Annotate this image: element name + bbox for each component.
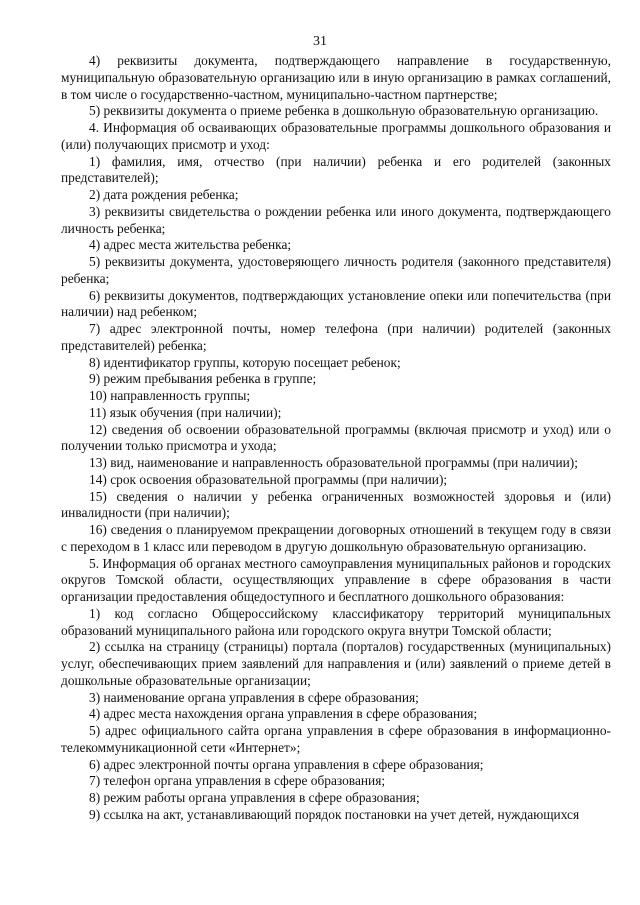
paragraph-item-14-program-term: 14) срок освоения образовательной программы (при наличии); (89, 471, 448, 487)
paragraph-item-9-registration-act: 9) ссылка на акт, устанавливающий порядок постановки на учет детей, нуждающихся (89, 806, 580, 822)
paragraph-item-2-birth-date: 2) дата рождения ребенка; (89, 187, 239, 202)
paragraph-item-3-birth-certificate: 3) реквизиты свидетельства о рождении ребенка или иного документа, подтверждающего личность ребенка; (61, 203, 611, 236)
paragraph-item-15-health-limits: 15) сведения о наличии у ребенка ограниченных возможностей здоровья и (или) инвалидности (при наличии); (61, 488, 611, 521)
paragraph-item-6-guardianship: 6) реквизиты документов, подтверждающих установление опеки или попечительства (при наличии) над ребенком; (61, 287, 611, 320)
paragraph-item-1-full-name: 1) фамилия, имя, отчество (при наличии) ребенка и его родителей (законных представителей); (61, 153, 611, 186)
paragraph-item-9-stay-mode: 9) режим пребывания ребенка в группе; (89, 371, 317, 387)
paragraph-item-5-authority-website: 5) адрес официального сайта органа управления в сфере образования в информационно-телекоммуникационной сети «Интернет»; (61, 723, 611, 755)
paragraph-item-3-authority-name: 3) наименование органа управления в сфере образования; (89, 689, 419, 705)
page-number: 31 (313, 34, 327, 49)
paragraph-item-5-requisites-admission: 5) реквизиты документа о приеме ребенка в дошкольную образовательную организацию. (89, 103, 599, 119)
paragraph-item-8-authority-hours: 8) режим работы органа управления в сфере образования; (89, 790, 420, 805)
paragraph-item-8-group-id: 8) идентификатор группы, которую посещает ребенок; (89, 354, 401, 370)
paragraph-item-16-termination: 16) сведения о планируемом прекращении договорных отношений в текущем году в связи с переходом в 1 класс или переводом в другую дошкольную образовательную организацию. (61, 522, 611, 554)
paragraph-item-6-authority-email: 6) адрес электронной почты органа управления в сфере образования; (89, 756, 484, 772)
paragraph-item-7-contact: 7) адрес электронной почты, номер телефона (при наличии) родителей (законных представителей) ребенка; (61, 321, 611, 353)
paragraph-item-4-authority-address: 4) адрес места нахождения органа управления в сфере образования; (89, 706, 478, 722)
paragraph-item-13-program-type: 13) вид, наименование и направленность образовательной программы (при наличии); (89, 455, 578, 470)
paragraph-section-4-heading: 4. Информация об осваивающих образовательные программы дошкольного образования и (или) получающих присмотр и уход: (61, 120, 611, 152)
paragraph-item-4-requisites-direction: 4) реквизиты документа, подтверждающего направление в государственную, муниципальную образовательную организацию или в иную организацию в рамках соглашений, в том числе о государственно-частном, муниципально-частном партнерстве; (61, 53, 611, 102)
paragraph-item-10-group-focus: 10) направленность группы; (89, 388, 251, 403)
paragraph-section-5-heading: 5. Информация об органах местного самоуправления муниципальных районов и городских округов Томской области, осуществляющих управление в сфере образования в части организации предоставления общедоступного и бесплатного дошкольного образования: (61, 555, 611, 604)
paragraph-item-7-authority-phone: 7) телефон органа управления в сфере образования; (89, 773, 386, 789)
paragraph-item-4-residence-address: 4) адрес места жительства ребенка; (89, 237, 292, 253)
paragraph-item-1-territory-code: 1) код согласно Общероссийскому классификатору территорий муниципальных образований муниципального района или городского округа внутри Томской области; (61, 605, 611, 638)
paragraph-item-5-parent-identity: 5) реквизиты документа, удостоверяющего личность родителя (законного представителя) ребенка; (61, 254, 611, 286)
document-body (61, 53, 611, 824)
paragraph-item-2-portal-link: 2) ссылка на страницу (страницы) портала (порталов) государственных (муниципальных) услуг, обеспечивающих прием заявлений для направления и (или) заявлений о приеме детей в дошкольные образовательные организации; (61, 639, 611, 688)
paragraph-item-11-language: 11) язык обучения (при наличии); (89, 404, 282, 420)
paragraph-item-12-program-mastery: 12) сведения об освоении образовательной программы (включая присмотр и уход) или о получении только присмотра и ухода; (61, 421, 611, 454)
